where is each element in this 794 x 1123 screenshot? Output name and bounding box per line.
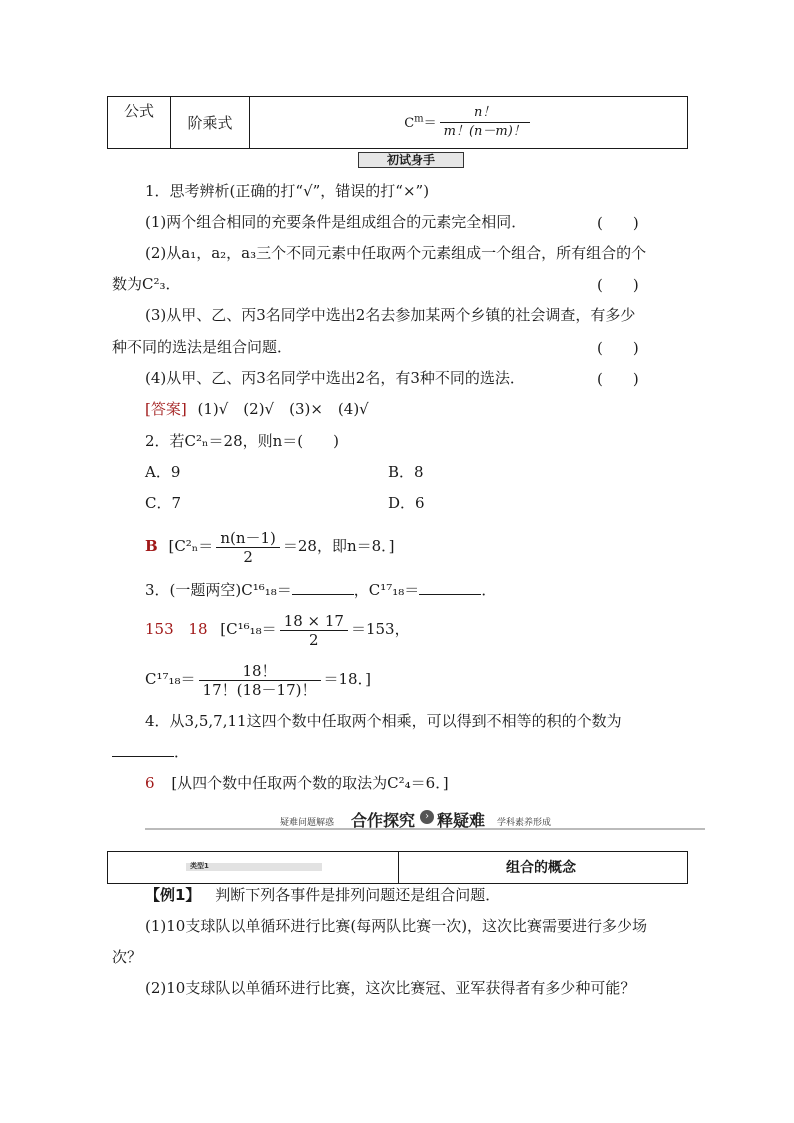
- cooperation-banner: [145, 806, 705, 832]
- type-table-divider: [398, 852, 399, 883]
- q2-solution: [145, 525, 395, 567]
- q2-option-d: D．6: [388, 494, 425, 512]
- answer-text: (1)√ (2)√ (3)× (4)√: [197, 400, 369, 418]
- q1-item1: (1)两个组合相同的充要条件是组成组合的元素完全相同．: [145, 213, 527, 231]
- formula-label: 公式: [123, 102, 154, 120]
- q1-item2-paren: ( ): [597, 276, 639, 294]
- q3-answer-2: 18: [188, 620, 208, 638]
- q3-blank-2: [419, 580, 481, 595]
- q4-answer: 6: [145, 774, 155, 792]
- banner-title-2: 释疑难: [437, 811, 486, 830]
- q3-sol-fraction: $\frac{18 \times 17}{2}$: [280, 612, 348, 649]
- q4-stem: 4．从3,5,7,11这四个数中任取两个相乘，可以得到不相等的积的个数为: [145, 712, 622, 730]
- q2-stem: 2．若C²ₙ＝28，则n＝( ): [145, 432, 339, 450]
- q2-sol-post: ＝28，即n＝8．]: [282, 537, 395, 555]
- example-p2: (2)10支球队以单循环进行比赛，这次比赛冠、亚军获得者有多少种可能？: [145, 979, 636, 997]
- formula-fraction: $\frac{n!}{m!(n-m)!}$: [440, 104, 530, 141]
- q2-sol-fraction: $\frac{n(n-1)}{2}$: [216, 529, 280, 566]
- q1-item3-line1: (3)从甲、乙、丙3名同学中选出2名去参加某两个乡镇的社会调查，有多少: [145, 306, 636, 324]
- q3-sol2-fraction: $\frac{18!}{17!(18-17)!}$: [199, 662, 321, 699]
- q1-answer: [145, 399, 369, 419]
- q1-item1-paren: ( ): [597, 214, 639, 232]
- section-title: 初试身手: [386, 153, 435, 167]
- q2-option-c: C．7: [145, 494, 182, 512]
- example-p1-line2: 次？: [112, 948, 143, 966]
- type-table: [107, 851, 688, 884]
- q1-item4-paren: ( ): [597, 370, 639, 388]
- q3-stem: 3．(一题两空)C¹⁶₁₈＝ ，C¹⁷₁₈＝ ．: [145, 581, 497, 599]
- example-stem-line: [145, 885, 500, 905]
- banner-right-text: 学科素养形成: [497, 818, 552, 828]
- q3-solution-2: C¹⁷₁₈＝ $\frac{18!}{17!(18-17)!}$ ＝18．]: [145, 661, 371, 699]
- q2-answer: B: [145, 537, 158, 555]
- type-tag: 类型1: [190, 862, 209, 870]
- example-p1-line1: (1)10支球队以单循环进行比赛(每两队比赛一次)，这次比赛需要进行多少场: [145, 917, 648, 935]
- q3-solution: 153 18 [C¹⁶₁₈＝ $\frac{18 \times 17}{2}$ ＝153，: [145, 611, 410, 649]
- formula-lhs: $C^m=$: [404, 113, 437, 131]
- q4-sol-text: [从四个数中任取两个数的取法为C²₄＝6．]: [171, 774, 449, 792]
- q2-option-b: B．8: [388, 463, 424, 481]
- q1-item2-line1: (2)从a₁，a₂，a₃三个不同元素中任取两个元素组成一个组合，所有组合的个: [145, 244, 647, 262]
- type-tag-bar: [186, 863, 322, 871]
- banner-title-1: 合作探究: [351, 811, 416, 830]
- formula-type-cell: [171, 97, 250, 149]
- banner-left-text: 疑难问题解惑: [280, 818, 335, 828]
- q3-blank-1: [292, 580, 354, 595]
- q1-item3-line2: 种不同的选法是组合问题．: [112, 338, 293, 356]
- q2-sol-pre: [C²ₙ＝: [168, 537, 214, 555]
- type-title: 组合的概念: [506, 860, 576, 876]
- formula-label-cell: [108, 97, 171, 149]
- q1-stem: 1．思考辨析(正确的打“√”，错误的打“×”): [145, 182, 430, 200]
- q4-solution: [145, 773, 449, 793]
- banner-underline: [145, 828, 705, 830]
- example-stem: 判断下列各事件是排列问题还是组合问题．: [215, 886, 501, 904]
- q2-option-a: A．9: [145, 463, 181, 481]
- formula-table: [107, 96, 688, 149]
- formula-type: 阶乘式: [187, 114, 233, 132]
- q3-answer-1: 153: [145, 620, 174, 638]
- q1-item4: (4)从甲、乙、丙3名同学中选出2名，有3种不同的选法．: [145, 369, 525, 387]
- q4-blank: [112, 742, 174, 757]
- section-title-banner: [358, 152, 464, 168]
- example-label: 【例1】: [145, 886, 201, 904]
- arrow-icon: ›: [420, 810, 434, 824]
- formula-expression-cell: [250, 97, 688, 149]
- q1-item2-line2: 数为C²₃．: [112, 275, 181, 293]
- q1-item3-paren: ( ): [597, 339, 639, 357]
- q4-stem-line2: ．: [112, 742, 189, 762]
- answer-label: [答案]: [145, 400, 187, 418]
